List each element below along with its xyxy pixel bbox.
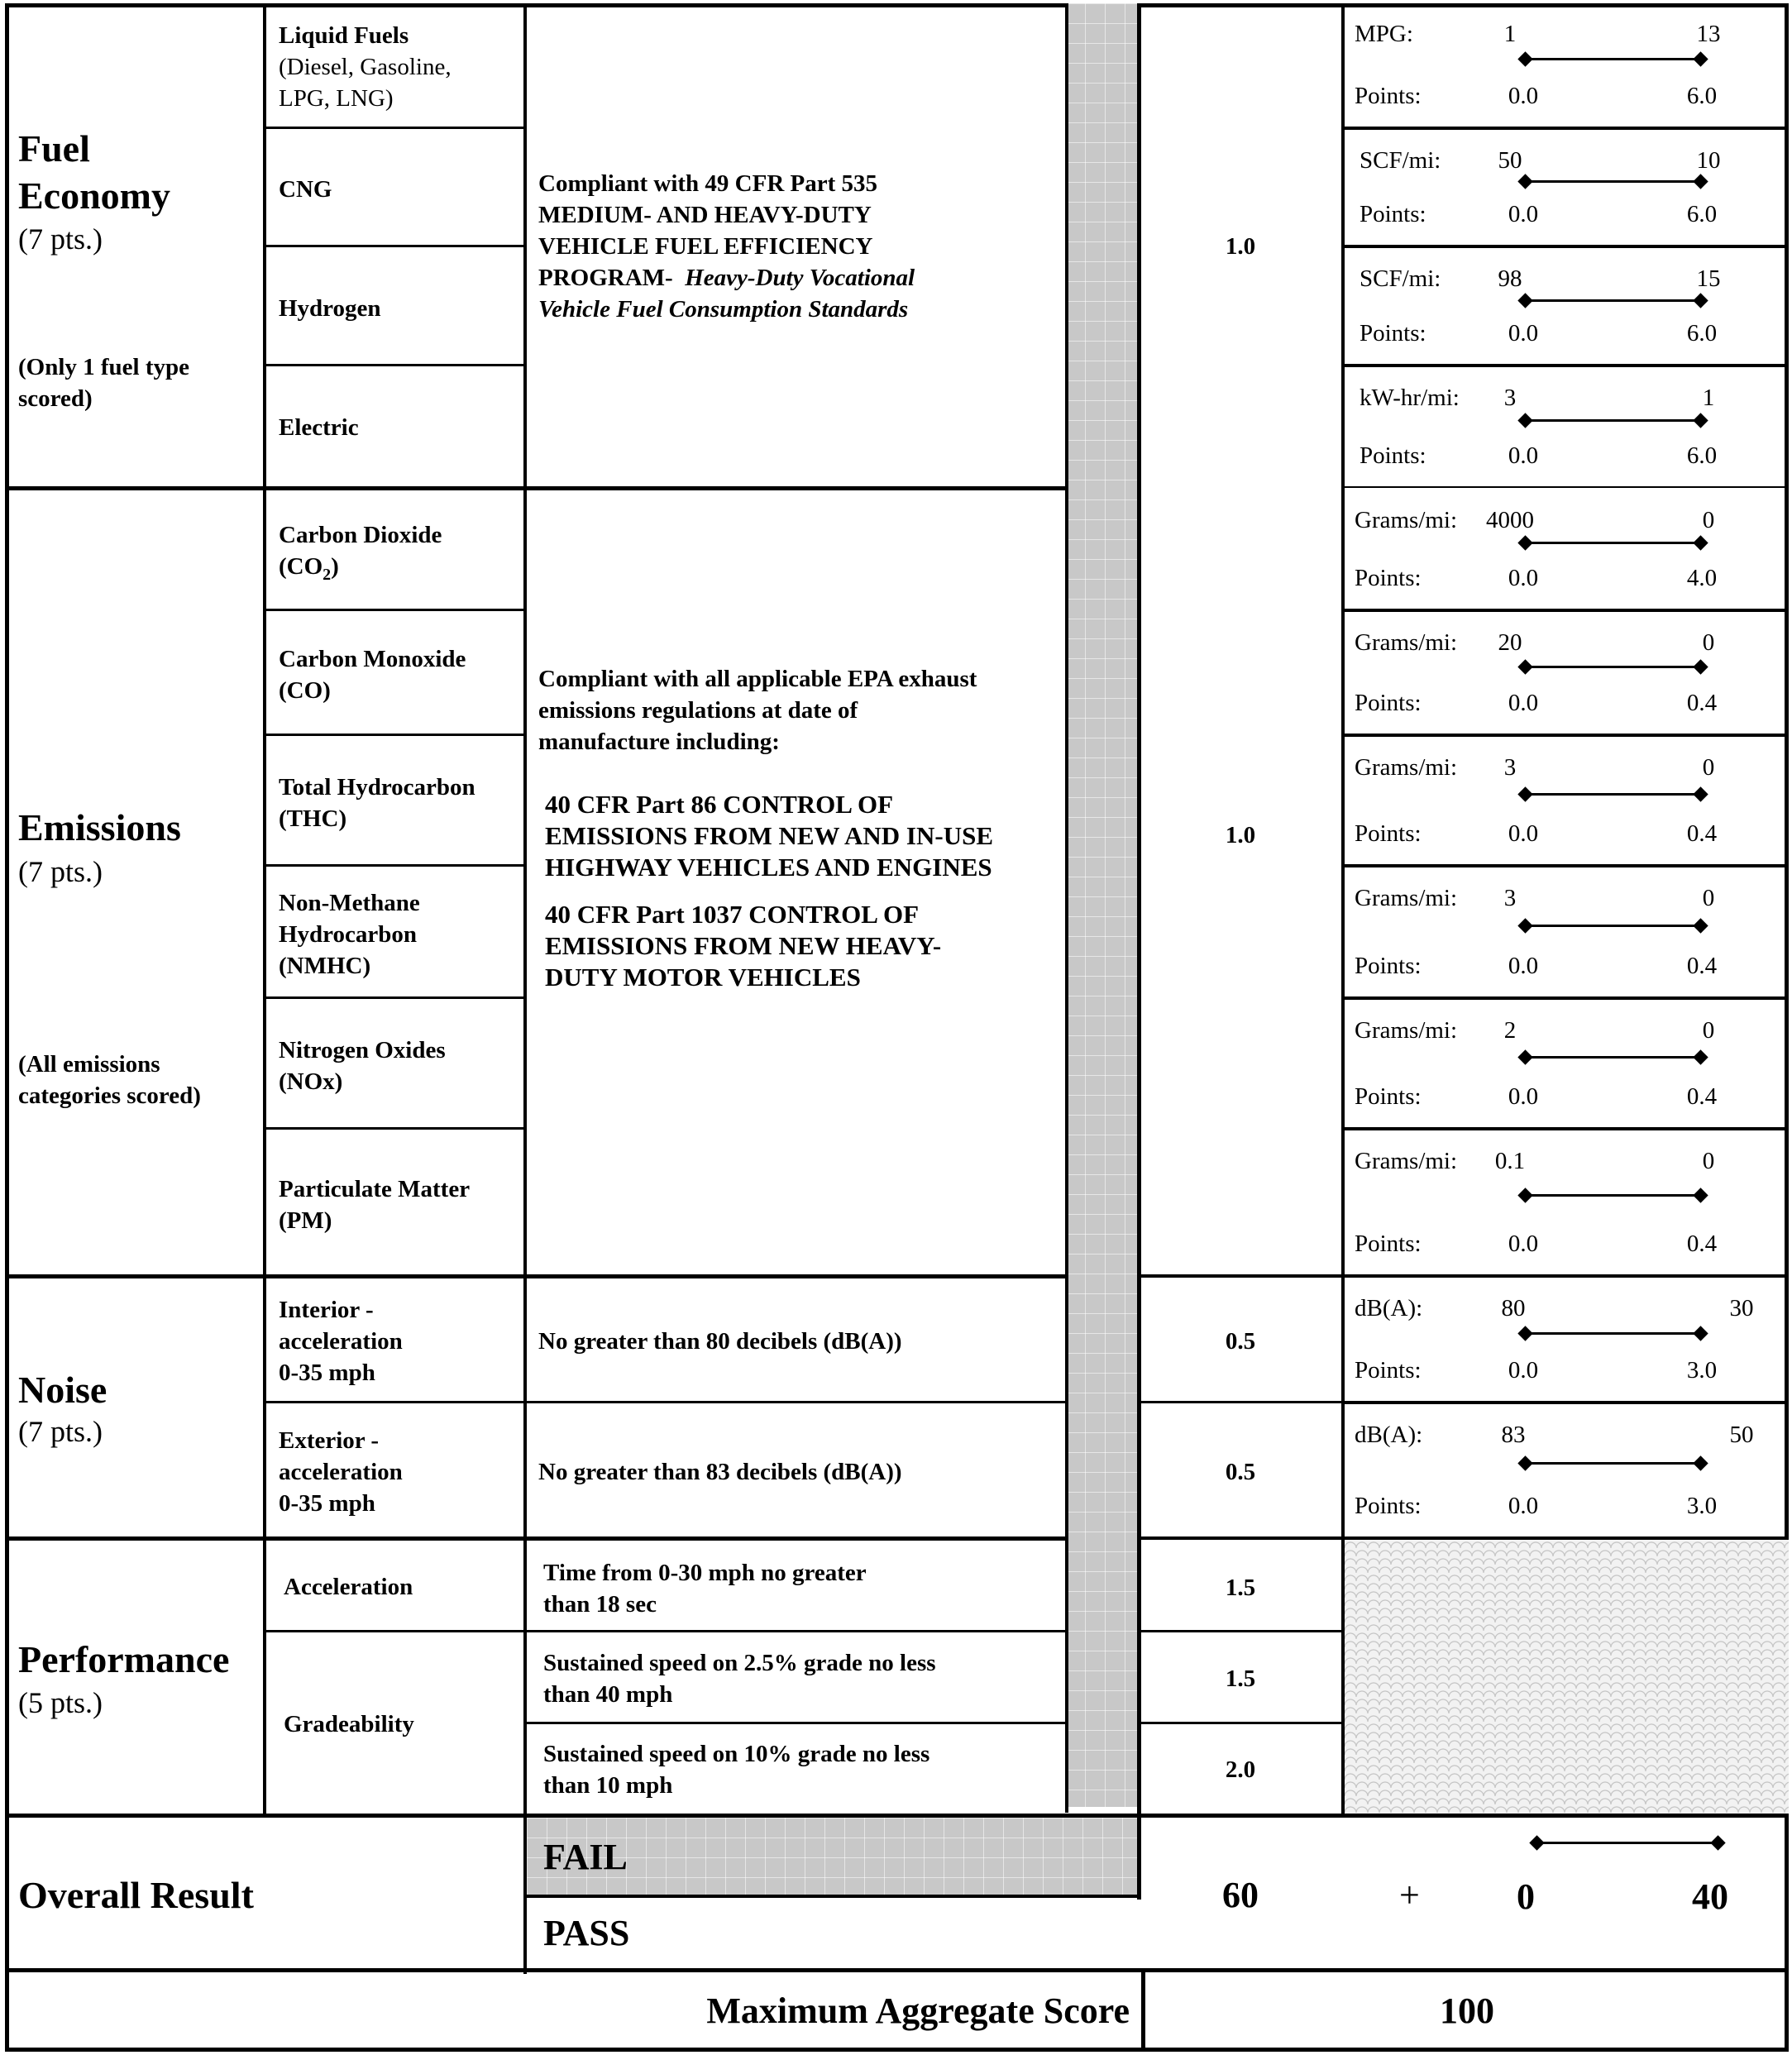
scale-box (1345, 867, 1789, 996)
fuel-economy-weight: 1.0 (1225, 233, 1256, 260)
scale-points-low: 0.0 (1508, 201, 1539, 227)
subcategory-nox: Nitrogen Oxides (NOx) (279, 1037, 446, 1095)
scale-points-low: 0.0 (1508, 690, 1539, 716)
scale-range-line (1525, 666, 1700, 668)
scale-range-line (1525, 793, 1700, 796)
scale-low-value: 3 (1503, 385, 1517, 411)
scale-low-value: 3 (1503, 754, 1517, 781)
scale-low-marker (1517, 1326, 1532, 1341)
scale-points-label: Points: (1355, 1083, 1422, 1110)
scale-range-line (1525, 1056, 1700, 1059)
overall-result-title: Overall Result (18, 1874, 254, 1916)
scale-low-value: 1 (1503, 21, 1517, 47)
fail-label: FAIL (543, 1837, 628, 1877)
emissions-points: (7 pts.) (18, 855, 103, 888)
subcategory-acceleration: Acceleration (284, 1574, 413, 1600)
scale-points-label: Points: (1355, 565, 1422, 591)
scale-low-value: 0.1 (1494, 1148, 1526, 1174)
scale-low-marker (1517, 1455, 1532, 1470)
scale-points-high: 3.0 (1686, 1493, 1718, 1519)
overall-range-high: 40 (1692, 1876, 1728, 1917)
scale-box (1345, 248, 1789, 364)
scale-range-line (1525, 542, 1700, 544)
performance-grade10-requirement: Sustained speed on 10% grade no less than 10 mph (543, 1741, 930, 1799)
pass-label: PASS (543, 1913, 630, 1953)
scale-box (1345, 130, 1789, 245)
scale-low-value: 4000 (1486, 507, 1534, 533)
scale-low-marker (1517, 1049, 1532, 1064)
scale-high-value: 0 (1702, 629, 1715, 656)
scale-high-marker (1693, 174, 1708, 189)
noise-title: Noise (18, 1369, 108, 1411)
scale-unit-label: Grams/mi: (1355, 1148, 1458, 1174)
scale-high-marker (1693, 413, 1708, 428)
scale-points-label: Points: (1360, 320, 1426, 346)
scale-high-marker (1693, 659, 1708, 674)
scale-box (1345, 1404, 1789, 1536)
overall-range-low: 0 (1517, 1876, 1535, 1917)
scale-box (1345, 1278, 1789, 1401)
scale-low-value: 3 (1503, 885, 1517, 911)
noise-interior-requirement: No greater than 80 decibels (dB(A)) (538, 1328, 902, 1355)
scale-points-label: Points: (1355, 1493, 1422, 1519)
scale-points-high: 6.0 (1686, 83, 1718, 109)
scale-low-marker (1517, 413, 1532, 428)
subcategory-exterior-noise: Exterior - acceleration 0-35 mph (279, 1427, 403, 1517)
scale-low-value: 83 (1501, 1422, 1526, 1448)
maximum-score-label: Maximum Aggregate Score (706, 1990, 1130, 2031)
scale-high-value: 15 (1696, 265, 1721, 292)
performance-grade25-requirement: Sustained speed on 2.5% grade no less than 40 mph (543, 1650, 936, 1708)
scale-points-label: Points: (1360, 442, 1426, 469)
scale-box (1345, 490, 1789, 609)
scale-unit-label: Grams/mi: (1355, 507, 1458, 533)
performance-grade25-weight: 1.5 (1225, 1666, 1256, 1692)
scale-box (1345, 612, 1789, 734)
scale-box (1345, 367, 1789, 486)
scale-points-low: 0.0 (1508, 1083, 1539, 1110)
fuel-economy-title: Fuel Economy (18, 127, 170, 217)
scale-low-marker (1517, 174, 1532, 189)
plus-sign: + (1399, 1875, 1420, 1915)
performance-points: (5 pts.) (18, 1686, 103, 1719)
fuel-economy-note: (Only 1 fuel type scored) (18, 354, 190, 412)
scale-low-marker (1517, 659, 1532, 674)
scale-unit-label: Grams/mi: (1355, 885, 1458, 911)
performance-empty-score-area (1345, 1540, 1789, 1814)
scale-points-label: Points: (1355, 953, 1422, 979)
noise-points: (7 pts.) (18, 1415, 103, 1448)
grey-separator-bar (1065, 3, 1140, 1807)
scale-unit-label: SCF/mi: (1360, 265, 1441, 292)
scale-range-line (1525, 58, 1700, 60)
scale-high-value: 0 (1702, 885, 1715, 911)
overall-base-score: 60 (1222, 1875, 1259, 1915)
scale-points-low: 0.0 (1508, 565, 1539, 591)
subcategory-cng: CNG (279, 176, 332, 203)
scale-low-marker (1517, 918, 1532, 933)
subcategory-nmhc: Non-Methane Hydrocarbon (NMHC) (279, 890, 420, 979)
scale-unit-label: SCF/mi: (1360, 147, 1441, 174)
scale-points-low: 0.0 (1508, 1231, 1539, 1257)
scale-range-line (1525, 925, 1700, 927)
scale-high-value: 0 (1702, 754, 1715, 781)
scale-box (1345, 1130, 1789, 1274)
scale-box (1345, 1000, 1789, 1127)
scale-unit-label: dB(A): (1355, 1295, 1423, 1321)
scale-low-marker (1517, 293, 1532, 308)
emissions-requirement: Compliant with all applicable EPA exhaust emissions regulations at date of manufacture including: 40 CFR Part 86 CONTROL OF EMISSIONS FROM NEW AND IN-USE HIGHWAY VEHICLES AND ENGINES 40 CFR Part 1037 CONTROL OF EMISSIONS FROM NEW HEAVY- DUTY MOTOR VEHICLES (538, 666, 994, 992)
scale-high-marker (1693, 1326, 1708, 1341)
scale-low-value: 50 (1498, 147, 1522, 174)
scale-unit-label: MPG: (1355, 21, 1413, 47)
subcategory-interior-noise: Interior - acceleration 0-35 mph (279, 1297, 403, 1386)
scale-points-high: 0.4 (1686, 953, 1718, 979)
noise-exterior-weight: 0.5 (1225, 1459, 1256, 1485)
noise-exterior-requirement: No greater than 83 decibels (dB(A)) (538, 1459, 902, 1485)
scale-high-value: 50 (1729, 1422, 1754, 1448)
scale-points-label: Points: (1355, 690, 1422, 716)
scale-points-low: 0.0 (1508, 953, 1539, 979)
emissions-weight: 1.0 (1225, 822, 1256, 848)
fuel-economy-requirement: Compliant with 49 CFR Part 535 MEDIUM- AND HEAVY-DUTY VEHICLE FUEL EFFICIENCY PROGRAM- Heavy-Duty Vocational Vehicle Fuel Consumption Standards (538, 170, 915, 323)
subcategory-thc: Total Hydrocarbon (THC) (279, 774, 475, 832)
scale-low-marker (1517, 535, 1532, 550)
scale-points-label: Points: (1355, 1231, 1422, 1257)
scale-high-value: 0 (1702, 1148, 1715, 1174)
subcategory-hydrogen: Hydrogen (279, 295, 381, 322)
subcategory-co: Carbon Monoxide (CO) (279, 646, 466, 704)
scale-points-label: Points: (1355, 820, 1422, 847)
scale-unit-label: Grams/mi: (1355, 1017, 1458, 1044)
scale-points-low: 0.0 (1508, 320, 1539, 346)
scale-range-line (1525, 1194, 1700, 1197)
scale-points-low: 0.0 (1508, 83, 1539, 109)
fuel-economy-points: (7 pts.) (18, 222, 103, 256)
subcategory-liquid-fuels: Liquid Fuels (Diesel, Gasoline, LPG, LNG) (279, 22, 452, 112)
scale-unit-label: Grams/mi: (1355, 754, 1458, 781)
scale-low-marker (1517, 51, 1532, 66)
performance-acceleration-requirement: Time from 0-30 mph no greater than 18 sec (543, 1560, 867, 1618)
scale-low-marker (1517, 786, 1532, 801)
scale-range-line (1525, 1462, 1700, 1465)
scale-high-marker (1693, 51, 1708, 66)
scale-unit-label: kW-hr/mi: (1360, 385, 1460, 411)
scale-high-value: 30 (1729, 1295, 1754, 1321)
scale-high-value: 13 (1696, 21, 1721, 47)
scale-high-marker (1693, 1455, 1708, 1470)
scale-low-marker (1517, 1188, 1532, 1202)
scale-points-high: 0.4 (1686, 690, 1718, 716)
scale-points-high: 6.0 (1686, 442, 1718, 469)
scale-low-value: 80 (1501, 1295, 1526, 1321)
scale-points-high: 0.4 (1686, 1231, 1718, 1257)
scale-points-label: Points: (1355, 83, 1422, 109)
noise-interior-weight: 0.5 (1225, 1328, 1256, 1355)
scale-low-value: 20 (1498, 629, 1522, 656)
maximum-score-value: 100 (1440, 1990, 1494, 2031)
scale-high-marker (1693, 786, 1708, 801)
scale-points-low: 0.0 (1508, 1493, 1539, 1519)
scale-points-high: 6.0 (1686, 201, 1718, 227)
scale-points-high: 6.0 (1686, 320, 1718, 346)
scale-points-low: 0.0 (1508, 1357, 1539, 1384)
scale-high-marker (1693, 1188, 1708, 1202)
scale-points-low: 0.0 (1508, 820, 1539, 847)
subcategory-pm: Particulate Matter (PM) (279, 1176, 471, 1234)
scale-range-line (1525, 180, 1700, 183)
performance-grade10-weight: 2.0 (1225, 1756, 1256, 1783)
scale-points-label: Points: (1355, 1357, 1422, 1384)
scale-points-low: 0.0 (1508, 442, 1539, 469)
scale-points-high: 0.4 (1686, 1083, 1718, 1110)
performance-acceleration-weight: 1.5 (1225, 1575, 1256, 1601)
overall-range-line (1536, 1842, 1718, 1844)
scale-points-high: 4.0 (1686, 565, 1718, 591)
scale-high-value: 0 (1702, 507, 1715, 533)
scale-high-marker (1693, 293, 1708, 308)
scale-low-value: 98 (1498, 265, 1522, 292)
scale-range-line (1525, 419, 1700, 422)
scale-box (1345, 737, 1789, 864)
scale-range-line (1525, 299, 1700, 302)
scale-high-value: 10 (1696, 147, 1721, 174)
performance-title: Performance (18, 1638, 230, 1680)
subcategory-gradeability: Gradeability (284, 1711, 414, 1737)
emissions-title: Emissions (18, 806, 181, 848)
scale-points-label: Points: (1360, 201, 1426, 227)
scale-high-marker (1693, 1049, 1708, 1064)
scale-high-marker (1693, 918, 1708, 933)
scale-points-high: 3.0 (1686, 1357, 1718, 1384)
subcategory-electric: Electric (279, 414, 359, 441)
scale-high-value: 1 (1702, 385, 1715, 411)
scale-high-value: 0 (1702, 1017, 1715, 1044)
subcategory-co2: Carbon Dioxide $(CO_2)$ (279, 522, 442, 584)
scale-unit-label: Grams/mi: (1355, 629, 1458, 656)
scale-high-marker (1693, 535, 1708, 550)
emissions-note: (All emissions categories scored) (18, 1051, 201, 1109)
scale-low-value: 2 (1503, 1017, 1517, 1044)
scale-range-line (1525, 1332, 1700, 1335)
scale-box (1345, 3, 1789, 127)
scale-points-high: 0.4 (1686, 820, 1718, 847)
scale-unit-label: dB(A): (1355, 1422, 1423, 1448)
